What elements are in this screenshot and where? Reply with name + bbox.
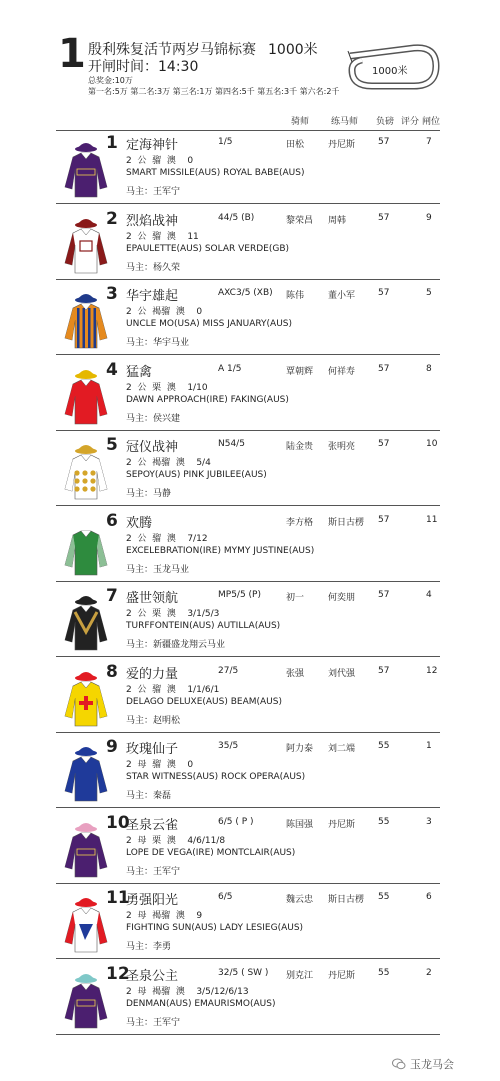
trainer-name: 丹尼斯 — [328, 140, 356, 150]
divider — [56, 656, 440, 657]
horse-name: 华宇雄起 — [126, 289, 179, 304]
runner-number: 11 — [106, 888, 130, 908]
col-weight: 负磅 — [376, 117, 395, 127]
weight: 57 — [378, 212, 390, 223]
pedigree: STAR WITNESS(AUS) ROCK OPERA(AUS) — [126, 772, 306, 782]
weight: 55 — [378, 892, 390, 902]
gate-number: 11 — [426, 514, 438, 525]
footer-label: 玉龙马会 — [410, 1058, 454, 1071]
trainer-name: 刘二端 — [328, 744, 356, 754]
horse-details: 2 公 褐骝 澳 0 — [126, 307, 203, 317]
divider — [56, 430, 440, 431]
weight: 57 — [378, 137, 390, 147]
runner-row — [56, 282, 440, 357]
horse-details: 2 公 栗 澳 3/1/5/3 — [126, 609, 220, 619]
horse-details: 2 公 栗 澳 1/10 — [126, 382, 208, 393]
weight: 55 — [378, 967, 390, 978]
owner: 马主：赵明松 — [126, 715, 181, 726]
pedigree: LOPE DE VEGA(IRE) MONTCLAIR(AUS) — [126, 847, 296, 858]
runner-row — [56, 886, 440, 961]
owner: 马主：马静 — [126, 489, 172, 499]
jockey-name: 魏云忠 — [286, 895, 314, 905]
runner-number: 9 — [106, 737, 118, 757]
runner-row — [56, 660, 440, 735]
jockey-name: 陈国强 — [286, 819, 314, 830]
horse-name: 欢腾 — [126, 515, 153, 531]
weight: 57 — [378, 288, 390, 298]
jockey-name: 田松 — [286, 140, 305, 150]
horse-details: 2 公 骝 澳 11 — [126, 231, 199, 242]
pedigree: SEPOY(AUS) PINK JUBILEE(AUS) — [126, 470, 267, 480]
runner-row — [56, 962, 440, 1037]
jockey-silks-icon — [63, 513, 109, 577]
gate-number: 2 — [426, 967, 432, 978]
runner-row — [56, 207, 440, 282]
runner-number: 3 — [106, 284, 118, 304]
col-jockey: 骑师 — [291, 117, 310, 127]
jockey-name: 别克江 — [286, 970, 314, 981]
trainer-name: 斯日古楞 — [328, 895, 365, 905]
race-purse: 总奖金:10万 — [88, 76, 133, 85]
pedigree: TURFFONTEIN(AUS) AUTILLA(AUS) — [126, 621, 281, 631]
weight: 57 — [378, 514, 390, 525]
divider — [56, 958, 440, 959]
runner-number: 5 — [106, 435, 118, 455]
owner: 马主：杨久荣 — [126, 262, 181, 273]
race-start-time: 开闸时间：14:30 — [88, 59, 199, 75]
horse-name: 爱的力量 — [126, 666, 179, 682]
runner-row — [56, 358, 440, 433]
divider — [56, 279, 440, 280]
runner-number: 6 — [106, 510, 118, 531]
gate-number: 1 — [426, 741, 432, 751]
odds-rating: A 1/5 — [218, 363, 242, 374]
weight: 57 — [378, 665, 390, 676]
divider — [56, 883, 440, 884]
odds-rating: 32/5 ( SW ) — [218, 967, 269, 978]
race-number: 1 — [58, 31, 86, 77]
odds-rating: 27/5 — [218, 665, 239, 676]
gate-number: 6 — [426, 892, 432, 902]
jockey-silks-icon — [63, 966, 109, 1030]
horse-details: 2 母 栗 澳 4/6/11/8 — [126, 835, 226, 846]
gate-number: 3 — [426, 816, 432, 827]
jockey-name: 黎荣昌 — [286, 215, 314, 226]
jockey-silks-icon — [63, 286, 109, 350]
divider — [56, 807, 440, 808]
horse-name: 烈焰战神 — [126, 213, 179, 229]
odds-rating: 6/5 — [218, 892, 233, 902]
gate-number: 8 — [426, 363, 432, 374]
odds-rating: 35/5 — [218, 741, 239, 751]
horse-details: 2 公 褐骝 澳 5/4 — [126, 458, 211, 468]
divider — [56, 203, 440, 204]
odds-rating: 1/5 — [218, 137, 233, 147]
horse-name: 定海神针 — [126, 138, 179, 153]
divider — [56, 1034, 440, 1035]
horse-details: 2 公 骝 澳 7/12 — [126, 533, 208, 544]
trainer-name: 董小军 — [328, 291, 356, 301]
jockey-silks-icon — [63, 588, 109, 652]
runner-number: 1 — [106, 133, 118, 153]
jockey-name: 张强 — [286, 668, 305, 679]
pedigree: EPAULETTE(AUS) SOLAR VERDE(GB) — [126, 243, 290, 254]
runner-number: 10 — [106, 812, 130, 833]
jockey-silks-icon — [63, 664, 109, 728]
track-distance-label: 1000米 — [372, 66, 408, 77]
owner: 马主：华宇马业 — [126, 338, 190, 348]
jockey-silks-icon — [63, 211, 109, 275]
odds-rating: N54/5 — [218, 439, 245, 449]
jockey-silks-icon — [63, 362, 109, 426]
divider — [56, 505, 440, 506]
horse-details: 2 公 骝 澳 0 — [126, 156, 194, 166]
gate-number: 10 — [426, 439, 438, 449]
runner-number: 4 — [106, 359, 118, 380]
weight: 57 — [378, 590, 390, 600]
race-header — [0, 0, 500, 130]
odds-rating: AXC3/5 (XB) — [218, 288, 273, 298]
odds-rating: 44/5 (B) — [218, 212, 255, 223]
race-prizes: 第一名:5万 第二名:3万 第三名:1万 第四名:5千 第五名:3千 第六名:2千 — [88, 87, 340, 96]
pedigree: EXCELEBRATION(IRE) MYMY JUSTINE(AUS) — [126, 545, 315, 556]
gate-number: 4 — [426, 590, 432, 600]
runner-number: 8 — [106, 661, 118, 682]
runner-row — [56, 811, 440, 886]
jockey-silks-icon — [63, 135, 109, 199]
footer — [392, 1056, 454, 1072]
runner-row — [56, 131, 440, 206]
trainer-name: 丹尼斯 — [328, 819, 356, 830]
horse-name: 冠仪战神 — [126, 440, 179, 455]
pedigree: DAWN APPROACH(IRE) FAKING(AUS) — [126, 394, 289, 405]
horse-name: 猛禽 — [126, 364, 153, 380]
owner: 马主：王军宁 — [126, 1017, 181, 1028]
runner-row — [56, 584, 440, 659]
trainer-name: 斯日古楞 — [328, 517, 365, 528]
pedigree: DELAGO DELUXE(AUS) BEAM(AUS) — [126, 696, 282, 707]
divider — [56, 732, 440, 733]
jockey-name: 阿力泰 — [286, 744, 314, 754]
jockey-silks-icon — [63, 890, 109, 954]
horse-name: 勇强阳光 — [126, 893, 179, 908]
gate-number: 5 — [426, 288, 432, 298]
weight: 57 — [378, 363, 390, 374]
jockey-name: 陆金贵 — [286, 442, 314, 452]
jockey-silks-icon — [63, 437, 109, 501]
gate-number: 9 — [426, 212, 432, 223]
runner-number: 7 — [106, 586, 118, 606]
horse-name: 圣泉公主 — [126, 968, 179, 984]
trainer-name: 丹尼斯 — [328, 970, 356, 981]
runner-row — [56, 735, 440, 810]
weight: 55 — [378, 741, 390, 751]
runner-number: 12 — [106, 963, 130, 984]
horse-details: 2 公 骝 澳 1/1/6/1 — [126, 684, 220, 695]
gate-number: 12 — [426, 665, 438, 676]
runner-row — [56, 433, 440, 508]
jockey-name: 李方格 — [286, 517, 314, 528]
col-gate: 闸位 — [422, 117, 441, 127]
horse-details: 2 母 褐骝 澳 3/5/12/6/13 — [126, 986, 249, 997]
divider — [56, 581, 440, 582]
pedigree: UNCLE MO(USA) MISS JANUARY(AUS) — [126, 319, 293, 329]
pedigree: DENMAN(AUS) EMAURISMO(AUS) — [126, 998, 276, 1009]
odds-rating: 6/5 ( P ) — [218, 816, 254, 827]
owner: 马主：侯兴建 — [126, 413, 181, 424]
pedigree: SMART MISSILE(AUS) ROYAL BABE(AUS) — [126, 168, 305, 178]
jockey-silks-icon — [63, 739, 109, 803]
trainer-name: 何祥寿 — [328, 366, 356, 377]
trainer-name: 何奕朋 — [328, 593, 356, 603]
jockey-name: 陈伟 — [286, 291, 305, 301]
odds-rating: MP5/5 (P) — [218, 590, 261, 600]
col-rating: 评分 — [401, 117, 420, 127]
horse-name: 圣泉云雀 — [126, 817, 179, 833]
owner: 马主：玉龙马业 — [126, 564, 190, 575]
trainer-name: 周韩 — [328, 215, 347, 226]
owner: 马主：李勇 — [126, 942, 172, 952]
horse-name: 盛世领航 — [126, 591, 179, 606]
wechat-icon — [392, 1057, 406, 1071]
jockey-name: 覃朝辉 — [286, 366, 314, 377]
horse-details: 2 母 骝 澳 0 — [126, 760, 194, 770]
owner: 马主：王军宁 — [126, 187, 181, 197]
jockey-silks-icon — [63, 815, 109, 879]
race-name: 殷利殊复活节两岁马锦标赛 — [88, 42, 256, 58]
pedigree: FIGHTING SUN(AUS) LADY LESIEG(AUS) — [126, 923, 304, 933]
horse-name: 玫瑰仙子 — [126, 742, 179, 757]
owner: 马主：秦磊 — [126, 791, 172, 801]
weight: 55 — [378, 816, 390, 827]
horse-details: 2 母 褐骝 澳 9 — [126, 911, 203, 921]
divider — [56, 354, 440, 355]
trainer-name: 张明亮 — [328, 442, 356, 452]
weight: 57 — [378, 439, 390, 449]
race-distance: 1000米 — [268, 42, 318, 58]
gate-number: 7 — [426, 137, 432, 147]
runner-row — [56, 509, 440, 584]
owner: 马主：新疆盛龙翔云马业 — [126, 640, 226, 650]
runner-number: 2 — [106, 208, 118, 229]
owner: 马主：王军宁 — [126, 866, 181, 877]
col-trainer: 练马师 — [331, 117, 359, 127]
jockey-name: 初一 — [286, 593, 305, 603]
trainer-name: 刘代强 — [328, 668, 356, 679]
